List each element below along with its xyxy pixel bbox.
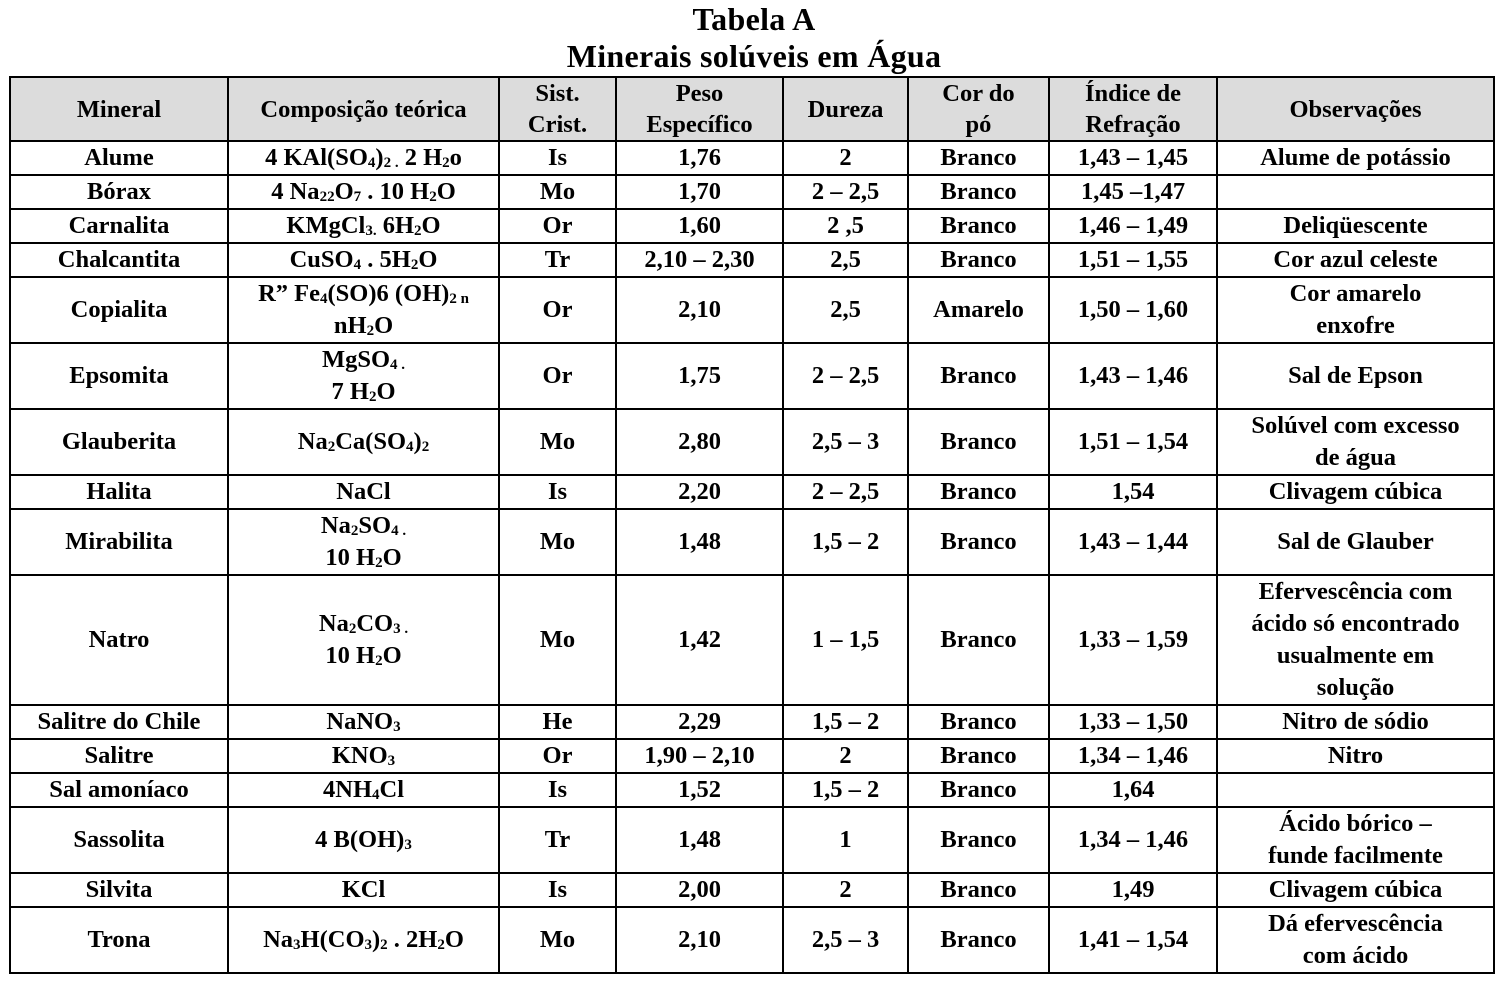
cell-refraction-index: 1,46 – 1,49 [1049, 209, 1217, 243]
header-refraction-index [1049, 77, 1217, 141]
cell-specific-weight: 2,00 [616, 873, 783, 907]
cell-text-line: de água [1314, 444, 1396, 471]
cell-hardness: 2 [783, 873, 908, 907]
cell-text-line: ácido só encontrado [1251, 610, 1460, 637]
cell-refraction-index: 1,34 – 1,46 [1049, 807, 1217, 873]
formula-subscript: 4 [320, 291, 328, 307]
formula-text: 10 H [325, 544, 376, 571]
cell-streak-color: Branco [908, 773, 1049, 807]
cell-crystal-system: Mo [499, 409, 616, 475]
cell-mineral [10, 705, 228, 739]
formula-text: R” Fe [258, 280, 320, 307]
formula-subscript: 2 [366, 323, 375, 339]
cell-text-line: Salitre [84, 742, 154, 769]
cell-text-line: Efervescência com [1258, 578, 1453, 605]
header-text-line: Composição teórica [260, 95, 467, 123]
cell-hardness: 2 [783, 739, 908, 773]
cell-observations [1217, 209, 1494, 243]
formula-text: CuSO [289, 246, 354, 273]
formula-text: . 10 H [361, 178, 430, 205]
cell-text-line: Salitre do Chile [37, 708, 201, 735]
cell-text-line: usualmente em [1276, 642, 1435, 669]
header-observations [1217, 77, 1494, 141]
formula-text: SO [358, 512, 392, 539]
cell-text-line: Sal amoníaco [49, 776, 189, 803]
formula-text: O [382, 642, 402, 669]
formula-text: 4 Na [271, 178, 320, 205]
cell-specific-weight: 1,70 [616, 175, 783, 209]
cell-mineral [10, 475, 228, 509]
formula-text: o [449, 144, 462, 171]
cell-text-line: solução [1316, 674, 1395, 701]
cell-text-line: Trona [87, 926, 151, 953]
cell-mineral [10, 873, 228, 907]
formula-text: Na [318, 610, 349, 637]
formula-text: O [376, 378, 396, 405]
cell-text-line: Cor azul celeste [1273, 246, 1438, 273]
cell-observations [1217, 343, 1494, 409]
cell-composition [228, 243, 499, 277]
cell-crystal-system: He [499, 705, 616, 739]
formula-subscript: 3 [364, 937, 372, 953]
formula-subscript: 4 [406, 439, 414, 455]
cell-streak-color: Branco [908, 475, 1049, 509]
table-row [10, 209, 1494, 243]
header-row [10, 77, 1494, 141]
formula-subscript: 2 [375, 653, 383, 669]
formula-subscript: 2 [368, 389, 377, 405]
formula-text: Ca(SO [335, 428, 407, 455]
header-text-line: Sist. [535, 80, 580, 107]
cell-observations [1217, 873, 1494, 907]
table-row [10, 343, 1494, 409]
cell-mineral [10, 509, 228, 575]
cell-mineral [10, 277, 228, 343]
cell-streak-color: Amarelo [908, 277, 1049, 343]
cell-refraction-index: 1,49 [1049, 873, 1217, 907]
cell-mineral [10, 409, 228, 475]
cell-refraction-index: 1,50 – 1,60 [1049, 277, 1217, 343]
cell-text-line: Copialita [70, 296, 168, 323]
table-title: Tabela A [692, 1, 816, 37]
table-row [10, 277, 1494, 343]
cell-hardness: 1,5 – 2 [783, 773, 908, 807]
cell-streak-color: Branco [908, 575, 1049, 705]
formula-text: O [444, 926, 464, 953]
cell-text-line: Epsomita [69, 362, 169, 389]
formula-subscript: 3. [365, 223, 377, 239]
cell-text-line: Glauberita [61, 428, 177, 455]
cell-crystal-system: Mo [499, 509, 616, 575]
cell-text-line: Solúvel com excesso [1251, 412, 1460, 439]
formula-text: O [382, 544, 402, 571]
cell-text-line: Sal de Epson [1288, 362, 1423, 389]
cell-text-line: enxofre [1316, 312, 1395, 339]
formula-text: MgSO [321, 346, 391, 373]
header-text-line: Mineral [76, 95, 162, 123]
cell-hardness: 2,5 [783, 243, 908, 277]
cell-observations [1217, 509, 1494, 575]
cell-streak-color: Branco [908, 739, 1049, 773]
cell-refraction-index: 1,33 – 1,59 [1049, 575, 1217, 705]
cell-mineral [10, 243, 228, 277]
cell-specific-weight: 2,20 [616, 475, 783, 509]
cell-refraction-index: 1,41 – 1,54 [1049, 907, 1217, 973]
cell-specific-weight: 2,10 [616, 277, 783, 343]
cell-text-line: Clivagem cúbica [1268, 478, 1443, 505]
cell-composition [228, 807, 499, 873]
cell-text-line: Mirabilita [65, 528, 173, 555]
cell-streak-color: Branco [908, 705, 1049, 739]
header-text-line: Índice de [1085, 80, 1181, 107]
cell-crystal-system: Is [499, 773, 616, 807]
cell-composition [228, 873, 499, 907]
cell-text-line: Nitro de sódio [1282, 708, 1429, 735]
formula-text: 4 B(OH) [315, 826, 405, 853]
cell-hardness: 1,5 – 2 [783, 705, 908, 739]
cell-specific-weight: 1,42 [616, 575, 783, 705]
cell-observations [1217, 739, 1494, 773]
formula-text: ) [372, 926, 381, 953]
table-row [10, 773, 1494, 807]
cell-specific-weight: 2,80 [616, 409, 783, 475]
formula-text: O [421, 212, 441, 239]
header-text-line: Crist. [527, 111, 588, 138]
header-text-line: Dureza [807, 95, 884, 123]
formula-subscript: 2 [348, 621, 357, 637]
cell-composition [228, 739, 499, 773]
table-row [10, 141, 1494, 175]
cell-observations [1217, 807, 1494, 873]
header-specific-weight [616, 77, 783, 141]
header-text-line: Refração [1085, 111, 1181, 138]
table-row [10, 705, 1494, 739]
cell-refraction-index: 1,33 – 1,50 [1049, 705, 1217, 739]
cell-specific-weight: 2,10 – 2,30 [616, 243, 783, 277]
cell-mineral [10, 175, 228, 209]
cell-crystal-system: Or [499, 209, 616, 243]
cell-specific-weight: 1,90 – 2,10 [616, 739, 783, 773]
cell-crystal-system: Tr [499, 243, 616, 277]
formula-subscript: 3 [293, 937, 301, 953]
cell-observations [1217, 175, 1494, 209]
formula-text: (SO)6 (OH) [327, 280, 450, 307]
formula-text: . 5H [361, 246, 411, 273]
cell-mineral [10, 575, 228, 705]
cell-composition [228, 475, 499, 509]
cell-observations [1217, 705, 1494, 739]
header-mineral [10, 77, 228, 141]
cell-text-line: Alume de potássio [1260, 144, 1451, 171]
cell-composition [228, 705, 499, 739]
cell-text-line: Alume [84, 144, 154, 171]
formula-text: KNO [331, 742, 388, 769]
cell-hardness: 2 – 2,5 [783, 343, 908, 409]
cell-crystal-system: Is [499, 873, 616, 907]
formula-text: 2 H [398, 144, 443, 171]
cell-composition [228, 907, 499, 973]
formula-text: O [418, 246, 438, 273]
formula-subscript: 7 [353, 189, 362, 205]
formula-subscript: 2 [437, 937, 445, 953]
cell-hardness: 2,5 – 3 [783, 409, 908, 475]
cell-specific-weight: 1,60 [616, 209, 783, 243]
header-text-line: Cor do [942, 80, 1015, 107]
cell-observations [1217, 907, 1494, 973]
cell-text-line: funde facilmente [1268, 842, 1443, 869]
header-hardness [783, 77, 908, 141]
cell-hardness: 1 [783, 807, 908, 873]
cell-refraction-index: 1,51 – 1,54 [1049, 409, 1217, 475]
cell-text-line: com ácido [1302, 942, 1409, 969]
cell-text-line: Dá efervescência [1268, 910, 1443, 937]
formula-text: 4 KAl(SO [265, 144, 368, 171]
cell-hardness: 2 ,5 [783, 209, 908, 243]
cell-mineral [10, 773, 228, 807]
cell-text-line: Natro [88, 626, 150, 653]
formula-subscript: 4 . [390, 357, 406, 373]
formula-subscript: 4 [372, 787, 380, 803]
table-row [10, 739, 1494, 773]
cell-refraction-index: 1,51 – 1,55 [1049, 243, 1217, 277]
cell-specific-weight: 1,75 [616, 343, 783, 409]
cell-hardness: 2,5 – 3 [783, 907, 908, 973]
formula-subscript: 2 n [449, 291, 469, 307]
cell-specific-weight: 1,48 [616, 807, 783, 873]
cell-streak-color: Branco [908, 141, 1049, 175]
formula-text: 10 H [325, 642, 376, 669]
cell-text-line: Silvita [85, 876, 153, 903]
table-row [10, 907, 1494, 973]
cell-refraction-index: 1,43 – 1,45 [1049, 141, 1217, 175]
cell-mineral [10, 209, 228, 243]
table-body [10, 141, 1494, 973]
formula-subscript: 2 [350, 523, 359, 539]
cell-refraction-index: 1,64 [1049, 773, 1217, 807]
cell-crystal-system: Or [499, 277, 616, 343]
cell-crystal-system: Mo [499, 175, 616, 209]
table-row [10, 873, 1494, 907]
cell-text-line: Chalcantita [57, 246, 181, 273]
cell-crystal-system: Is [499, 141, 616, 175]
cell-streak-color: Branco [908, 873, 1049, 907]
cell-composition [228, 575, 499, 705]
cell-specific-weight: 2,10 [616, 907, 783, 973]
cell-hardness: 2,5 [783, 277, 908, 343]
formula-subscript: 2 [410, 257, 419, 273]
cell-refraction-index: 1,34 – 1,46 [1049, 739, 1217, 773]
formula-subscript: 22 [319, 189, 335, 205]
cell-composition [228, 175, 499, 209]
formula-subscript: 2 [375, 555, 383, 571]
formula-subscript: 2 [414, 223, 422, 239]
header-text-line: Específico [646, 111, 753, 138]
header-text-line: pó [965, 111, 992, 138]
cell-observations [1217, 475, 1494, 509]
title-block [0, 0, 1508, 74]
cell-streak-color: Branco [908, 175, 1049, 209]
cell-streak-color: Branco [908, 807, 1049, 873]
table-row [10, 175, 1494, 209]
formula-subscript: 2 [380, 937, 388, 953]
formula-text: Na [263, 926, 294, 953]
formula-subscript: 2 [327, 439, 336, 455]
cell-text-line: Sal de Glauber [1277, 528, 1434, 555]
cell-observations [1217, 243, 1494, 277]
table-subtitle: Minerais solúveis em Água [566, 38, 942, 74]
formula-text: . 2H [387, 926, 438, 953]
table-row [10, 243, 1494, 277]
cell-observations [1217, 141, 1494, 175]
cell-composition [228, 209, 499, 243]
cell-observations [1217, 409, 1494, 475]
cell-streak-color: Branco [908, 907, 1049, 973]
table-row [10, 575, 1494, 705]
formula-text: O [374, 312, 394, 339]
formula-subscript: 2 [429, 189, 437, 205]
cell-crystal-system: Tr [499, 807, 616, 873]
cell-composition [228, 277, 499, 343]
formula-text: 7 H [331, 378, 369, 405]
cell-refraction-index: 1,43 – 1,46 [1049, 343, 1217, 409]
formula-subscript: 2 [442, 155, 450, 171]
formula-subscript: 4 [353, 257, 362, 273]
cell-composition [228, 773, 499, 807]
cell-specific-weight: 1,48 [616, 509, 783, 575]
formula-text: ) [375, 144, 384, 171]
cell-streak-color: Branco [908, 343, 1049, 409]
cell-text-line: Halita [86, 478, 152, 505]
cell-text-line: Carnalita [68, 212, 170, 239]
header-composition [228, 77, 499, 141]
cell-mineral [10, 739, 228, 773]
cell-refraction-index: 1,43 – 1,44 [1049, 509, 1217, 575]
cell-crystal-system: Or [499, 739, 616, 773]
formula-text: 4NH [323, 776, 372, 803]
formula-subscript: 3 . [393, 621, 409, 637]
cell-text-line: Clivagem cúbica [1268, 876, 1443, 903]
cell-mineral [10, 907, 228, 973]
formula-text: ) [413, 428, 422, 455]
cell-text-line: Cor amarelo [1289, 280, 1422, 307]
cell-hardness: 2 – 2,5 [783, 475, 908, 509]
cell-composition [228, 343, 499, 409]
cell-refraction-index: 1,45 –1,47 [1049, 175, 1217, 209]
table-row [10, 509, 1494, 575]
formula-text: NaNO [326, 708, 394, 735]
minerals-table [9, 76, 1495, 974]
header-crystal-system [499, 77, 616, 141]
formula-subscript: 4 . [391, 523, 407, 539]
formula-text: 6H [376, 212, 415, 239]
formula-subscript: 3 [404, 837, 412, 853]
cell-text-line: Deliqüescente [1283, 212, 1428, 239]
cell-specific-weight: 1,52 [616, 773, 783, 807]
cell-text-line: Ácido bórico – [1279, 810, 1432, 837]
formula-text: Na [320, 512, 351, 539]
cell-streak-color: Branco [908, 243, 1049, 277]
formula-text: H(CO [300, 926, 365, 953]
cell-streak-color: Branco [908, 209, 1049, 243]
header-text-line: Observações [1289, 95, 1422, 123]
cell-crystal-system: Mo [499, 575, 616, 705]
formula-text: O [334, 178, 354, 205]
formula-text: KMgCl [286, 212, 366, 239]
formula-subscript: 3 [393, 719, 401, 735]
cell-hardness: 1 – 1,5 [783, 575, 908, 705]
table-row [10, 807, 1494, 873]
cell-observations [1217, 277, 1494, 343]
cell-mineral [10, 807, 228, 873]
header-text-line: Peso [675, 80, 724, 107]
cell-text-line: Sassolita [73, 826, 165, 853]
cell-text-line: Bórax [87, 178, 151, 205]
cell-mineral [10, 343, 228, 409]
cell-crystal-system: Is [499, 475, 616, 509]
formula-text: O [436, 178, 456, 205]
cell-hardness: 2 [783, 141, 908, 175]
formula-subscript: 2 . [383, 155, 399, 171]
cell-observations [1217, 575, 1494, 705]
table-row [10, 475, 1494, 509]
formula-text: Na [297, 428, 328, 455]
formula-subscript: 2 [421, 439, 430, 455]
cell-composition [228, 509, 499, 575]
formula-text: KCl [341, 876, 386, 903]
cell-hardness: 2 – 2,5 [783, 175, 908, 209]
formula-subscript: 4 [367, 155, 376, 171]
formula-text: CO [356, 610, 394, 637]
cell-refraction-index: 1,54 [1049, 475, 1217, 509]
cell-crystal-system: Or [499, 343, 616, 409]
cell-streak-color: Branco [908, 409, 1049, 475]
formula-subscript: 3 [387, 753, 396, 769]
table-row [10, 409, 1494, 475]
formula-text: nH [333, 312, 367, 339]
cell-crystal-system: Mo [499, 907, 616, 973]
cell-composition [228, 141, 499, 175]
cell-hardness: 1,5 – 2 [783, 509, 908, 575]
cell-specific-weight: 1,76 [616, 141, 783, 175]
cell-composition [228, 409, 499, 475]
cell-specific-weight: 2,29 [616, 705, 783, 739]
formula-text: NaCl [336, 478, 391, 505]
cell-streak-color: Branco [908, 509, 1049, 575]
cell-observations [1217, 773, 1494, 807]
header-streak-color [908, 77, 1049, 141]
cell-text-line: Nitro [1327, 742, 1384, 769]
cell-mineral [10, 141, 228, 175]
formula-text: Cl [379, 776, 404, 803]
